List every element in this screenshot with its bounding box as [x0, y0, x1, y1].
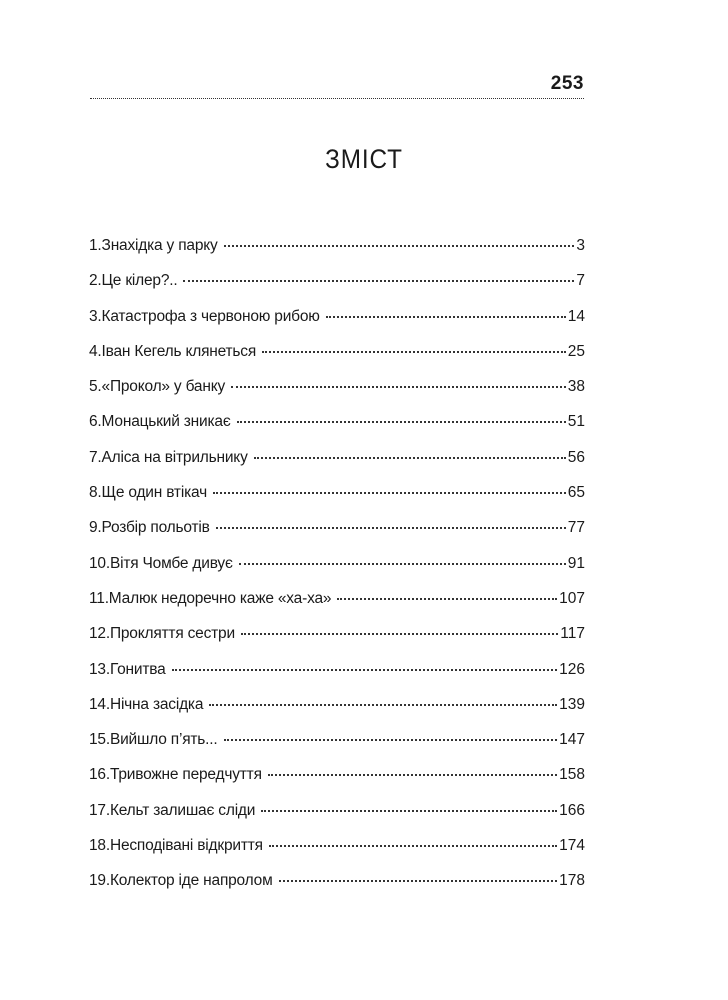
toc-entry-title: 10.Вітя Чомбе дивує: [89, 554, 233, 572]
dot-leader: [237, 421, 566, 423]
dot-leader: [183, 280, 574, 282]
toc-entry-page: 174: [559, 837, 585, 855]
toc-entry-title: 9.Розбір польотів: [89, 519, 210, 537]
toc-entry-16[interactable]: [89, 765, 585, 800]
toc-entry-5[interactable]: [89, 377, 585, 412]
table-of-contents: [89, 236, 585, 907]
page-number: 253: [550, 73, 584, 94]
toc-entry-title: 3.Катастрофа з червоною рибою: [89, 307, 320, 325]
toc-entry-1[interactable]: [89, 236, 585, 271]
toc-entry-title: 18.Несподівані відкриття: [89, 837, 263, 855]
toc-entry-14[interactable]: [89, 695, 585, 730]
dot-leader: [241, 633, 558, 635]
toc-entry-title: 15.Вийшло п’ять...: [89, 731, 218, 749]
dot-leader: [172, 669, 558, 671]
dot-leader: [254, 457, 566, 459]
toc-entry-page: 166: [559, 801, 585, 819]
toc-entry-18[interactable]: [89, 836, 585, 871]
toc-entry-2[interactable]: [89, 271, 585, 306]
dot-leader: [239, 563, 566, 565]
toc-entry-page: 117: [560, 625, 585, 643]
toc-entry-page: 51: [567, 413, 585, 431]
toc-entry-7[interactable]: [89, 448, 585, 483]
toc-entry-title: 5.«Прокол» у банку: [89, 378, 225, 396]
toc-entry-title: 8.Ще один втікач: [89, 484, 207, 502]
toc-entry-title: 14.Нічна засідка: [89, 695, 204, 713]
toc-entry-title: 7.Аліса на вітрильнику: [89, 448, 248, 466]
toc-entry-title: 13.Гонитва: [89, 660, 166, 678]
toc-entry-title: 17.Кельт залишає сліди: [89, 801, 256, 819]
toc-entry-9[interactable]: [89, 518, 585, 553]
toc-entry-4[interactable]: [89, 342, 585, 377]
toc-entry-11[interactable]: [89, 589, 585, 624]
dot-leader: [216, 527, 566, 529]
toc-entry-title: 11.Малюк недоречно каже «ха-ха»: [89, 589, 332, 607]
toc-entry-page: 14: [567, 307, 585, 325]
toc-entry-15[interactable]: [89, 730, 585, 765]
dot-leader: [224, 245, 575, 247]
toc-entry-title: 19.Колектор іде напролом: [89, 872, 273, 890]
toc-entry-page: 139: [559, 695, 585, 713]
dot-leader: [269, 845, 557, 847]
toc-entry-13[interactable]: [89, 660, 585, 695]
dot-leader: [209, 704, 557, 706]
toc-entry-page: 25: [567, 342, 585, 360]
dot-leader: [231, 386, 566, 388]
toc-entry-page: 7: [576, 272, 585, 290]
toc-entry-6[interactable]: [89, 412, 585, 447]
toc-entry-12[interactable]: [89, 624, 585, 659]
toc-entry-page: 77: [567, 519, 585, 537]
toc-entry-page: 56: [567, 448, 585, 466]
dot-leader: [279, 880, 558, 882]
toc-entry-page: 147: [559, 731, 585, 749]
toc-entry-page: 65: [567, 484, 585, 502]
toc-entry-title: 4.Іван Кегель клянеться: [89, 342, 257, 360]
toc-entry-page: 158: [559, 766, 585, 784]
dot-leader: [337, 598, 557, 600]
dot-leader: [268, 774, 557, 776]
header-divider: [90, 98, 584, 99]
toc-entry-page: 178: [559, 872, 585, 890]
toc-entry-3[interactable]: [89, 307, 585, 342]
toc-entry-17[interactable]: [89, 801, 585, 836]
toc-entry-10[interactable]: [89, 554, 585, 589]
toc-entry-page: 38: [567, 378, 585, 396]
dot-leader: [326, 316, 566, 318]
toc-entry-19[interactable]: [89, 871, 585, 906]
dot-leader: [224, 739, 558, 741]
toc-entry-title: 16.Тривожне передчуття: [89, 766, 262, 784]
dot-leader: [213, 492, 566, 494]
toc-entry-title: 1.Знахідка у парку: [89, 237, 218, 254]
toc-entry-title: 12.Прокляття сестри: [89, 625, 235, 643]
toc-entry-page: 91: [567, 554, 585, 572]
toc-entry-title: 2.Це кілер?..: [89, 272, 178, 290]
toc-entry-page: 3: [576, 237, 585, 254]
dot-leader: [262, 351, 566, 353]
toc-entry-title: 6.Монацький зникає: [89, 413, 231, 431]
dot-leader: [261, 810, 557, 812]
toc-entry-page: 107: [559, 589, 585, 607]
page-title: ЗМІСТ: [325, 144, 403, 174]
toc-entry-page: 126: [559, 660, 585, 678]
toc-entry-8[interactable]: [89, 483, 585, 518]
